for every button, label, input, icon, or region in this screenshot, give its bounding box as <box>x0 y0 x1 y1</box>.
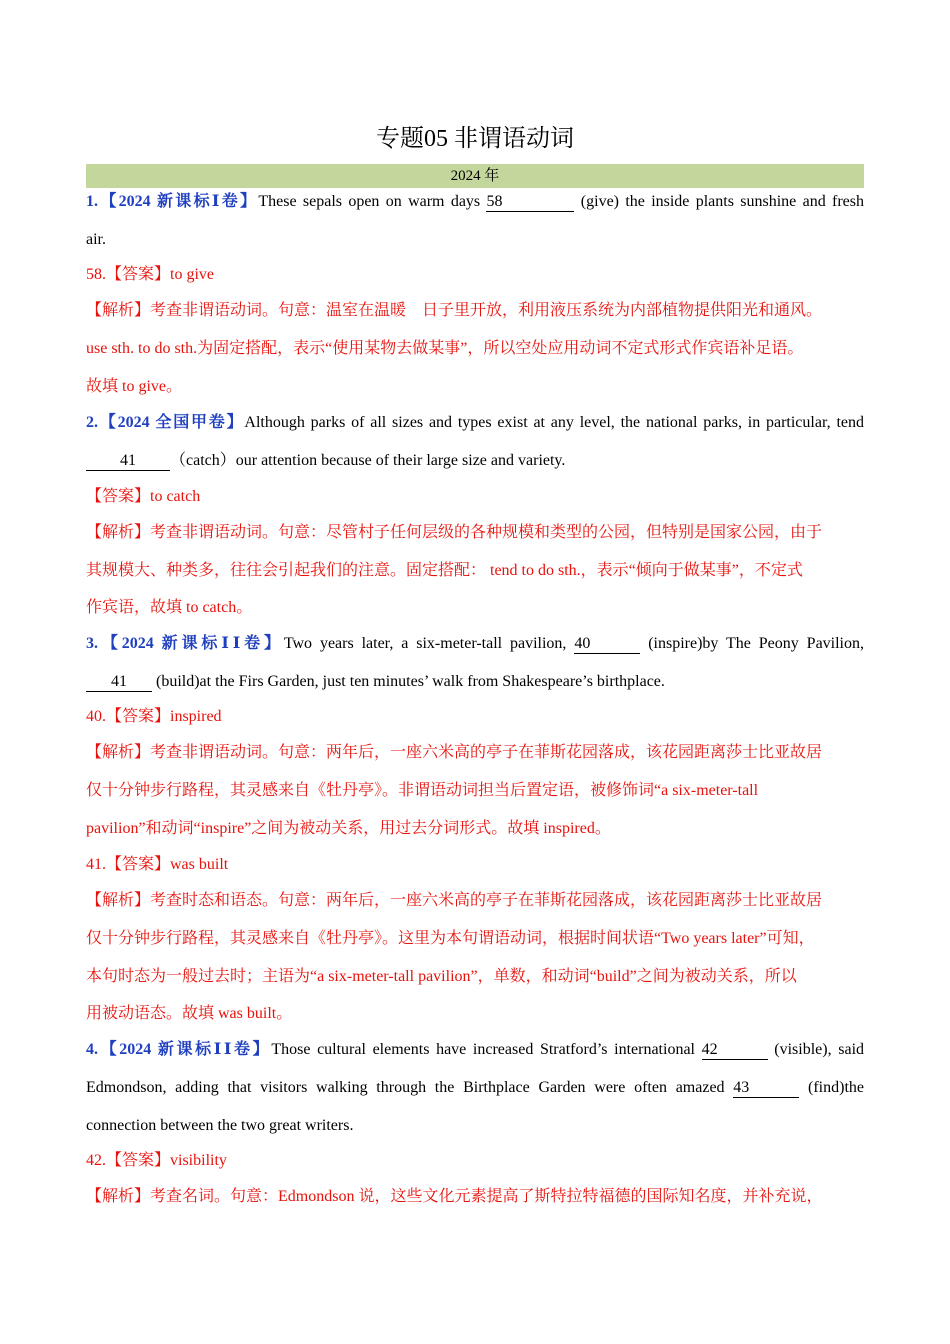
question-source: 【2024 全国甲卷】 <box>98 414 245 431</box>
question-text: (find)the <box>808 1079 864 1096</box>
question-4-line-1 <box>86 1038 864 1062</box>
answer-blank: 41 <box>86 673 152 692</box>
answer-blank: 40 <box>574 635 640 654</box>
question-text: (visible), said <box>774 1041 865 1058</box>
analysis-line: 仅十分钟步行路程，其灵感来自《牡丹亭》。这里为本句谓语动词，根据时间状语“Two years later”可知， <box>86 930 815 947</box>
analysis-line: 其规模大、种类多，往往会引起我们的注意。固定搭配： tend to do sth.，表示“倾向于做某事”，不定式 <box>86 562 803 579</box>
analysis-line: 作宾语，故填 to catch。 <box>86 599 253 616</box>
question-2-line-2 <box>86 449 864 473</box>
question-1-line-1 <box>86 190 864 214</box>
question-text: Although parks of all sizes and types exist at any level, the national parks, in particular, tend <box>244 414 864 431</box>
answer-blank: 58 <box>486 193 574 212</box>
question-2-line-1 <box>86 411 864 435</box>
analysis-line: 【解析】考查时态和语态。句意：两年后，一座六米高的亭子在菲斯花园落成，该花园距离莎士比亚故居 <box>86 892 823 909</box>
question-number: 2. <box>86 414 98 431</box>
question-text: （catch）our attention because of their large size and variety. <box>170 452 566 469</box>
answer-line: 42.【答案】visibility <box>86 1152 227 1169</box>
question-text: These sepals open on warm days <box>258 193 481 210</box>
question-3-line-2 <box>86 670 864 694</box>
analysis-line: pavilion”和动词“inspire”之间为被动关系，用过去分词形式。故填 inspired。 <box>86 820 611 837</box>
analysis-line: 【解析】考查非谓语动词。句意：尽管村子任何层级的各种规模和类型的公园，但特别是国家公园，由于 <box>86 524 823 541</box>
question-number: 3. <box>86 635 98 652</box>
answer-blank: 41 <box>86 452 170 471</box>
question-number: 4. <box>86 1041 98 1058</box>
question-source: 【2024 新课标ⅠⅠ卷】 <box>98 1041 272 1058</box>
question-source: 【2024 新课标Ⅰ卷】 <box>98 193 259 210</box>
answer-blank: 42 <box>702 1041 768 1060</box>
analysis-line: 【解析】考查非谓语动词。句意：两年后，一座六米高的亭子在菲斯花园落成，该花园距离莎士比亚故居 <box>86 744 823 761</box>
answer-blank: 43 <box>733 1079 799 1098</box>
question-3-line-1 <box>86 632 864 656</box>
question-text: (build)at the Firs Garden, just ten minutes’ walk from Shakespeare’s birthplace. <box>156 673 665 690</box>
analysis-line: 仅十分钟步行路程，其灵感来自《牡丹亭》。非谓语动词担当后置定语，被修饰词“a six-meter-tall <box>86 782 759 799</box>
analysis-line: 【解析】考查名词。句意：Edmondson 说，这些文化元素提高了斯特拉特福德的国际知名度，并补充说， <box>86 1188 823 1205</box>
question-text: Two years later, a six-meter-tall pavilion, <box>283 635 567 652</box>
year-band: 2024 年 <box>86 164 864 188</box>
question-number: 1. <box>86 193 98 210</box>
answer-line: 【答案】to catch <box>86 488 201 505</box>
analysis-line: 本句时态为一般过去时；主语为“a six-meter-tall pavilion”，单数，和动词“build”之间为被动关系，所以 <box>86 968 797 985</box>
question-1-line-2: air. <box>86 231 106 248</box>
question-4-line-2 <box>86 1076 864 1100</box>
analysis-line: use sth. to do sth.为固定搭配，表示“使用某物去做某事”，所以空处应用动词不定式形式作宾语补足语。 <box>86 340 804 357</box>
question-text: Edmondson, adding that visitors walking through the Birthplace Garden were often amazed <box>86 1079 725 1096</box>
question-text: (give) the inside plants sunshine and fresh <box>580 193 864 210</box>
analysis-line: 【解析】考查非谓语动词。句意：温室在温暖 日子里开放，利用液压系统为内部植物提供阳光和通风。 <box>86 302 823 319</box>
question-source: 【2024 新课标ⅠⅠ卷】 <box>98 635 284 652</box>
analysis-line: 用被动语态。故填 was built。 <box>86 1005 293 1022</box>
analysis-line: 故填 to give。 <box>86 378 182 395</box>
question-text: Those cultural elements have increased Stratford’s international <box>271 1041 695 1058</box>
answer-line: 41.【答案】was built <box>86 856 229 873</box>
page-title: 专题05 非谓语动词 <box>376 126 574 152</box>
answer-line: 58.【答案】to give <box>86 266 214 283</box>
answer-line: 40.【答案】inspired <box>86 708 222 725</box>
question-text: (inspire)by The Peony Pavilion, <box>648 635 865 652</box>
question-4-line-3: connection between the two great writers. <box>86 1117 354 1134</box>
